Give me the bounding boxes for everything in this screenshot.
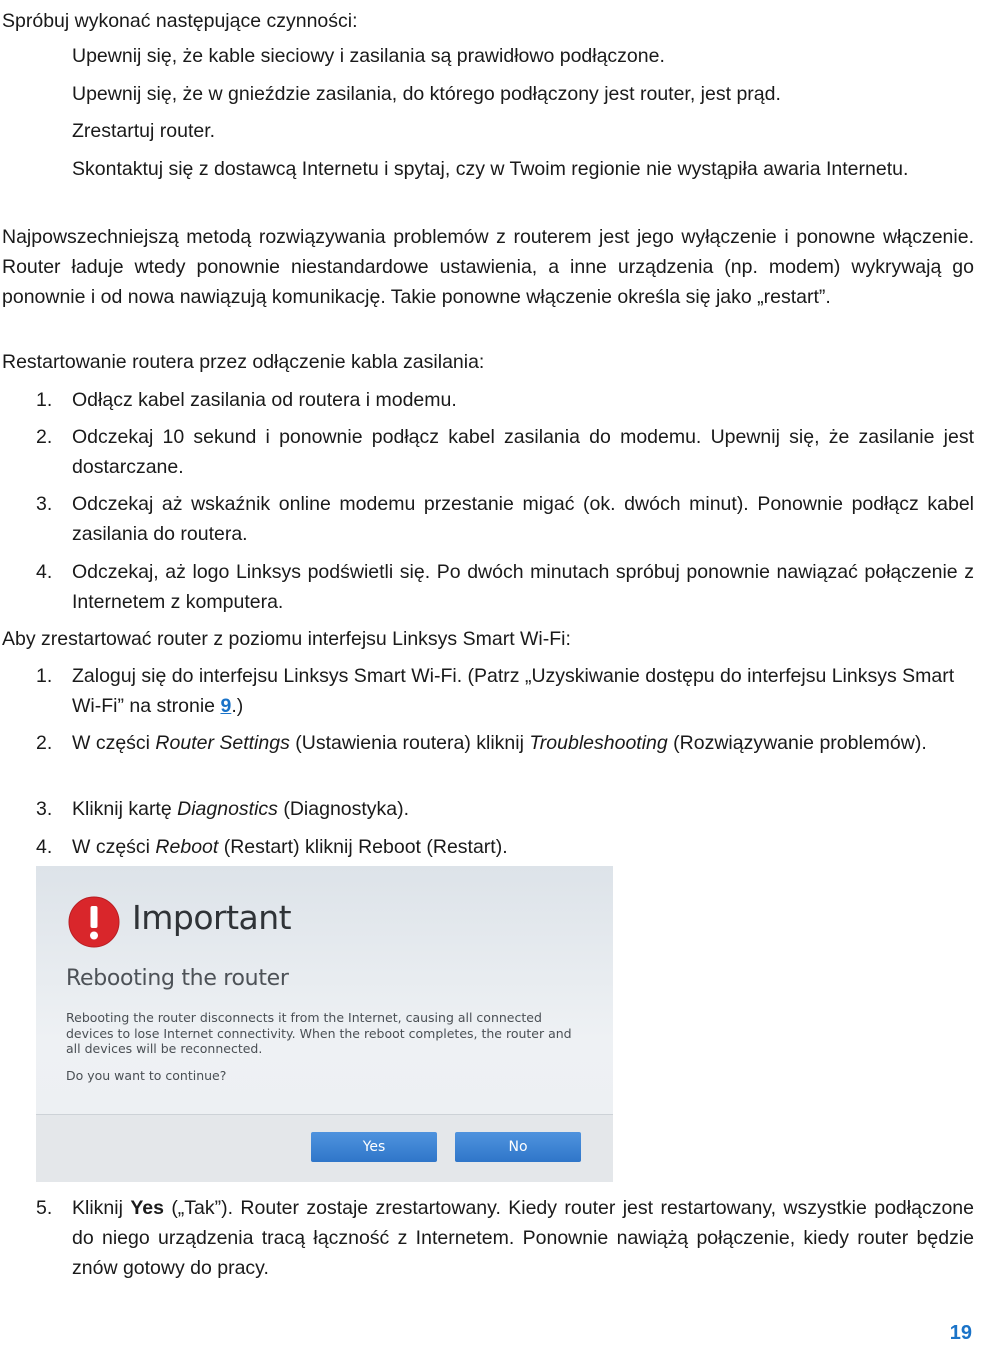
step-number: 1. bbox=[36, 665, 53, 687]
dialog-title: Important bbox=[132, 898, 292, 937]
dialog-question: Do you want to continue? bbox=[66, 1068, 227, 1083]
step-text: (Diagnostyka). bbox=[277, 798, 410, 820]
step-term: Yes bbox=[130, 1197, 164, 1219]
power-step: Odczekaj, aż logo Linksys podświetli się. Po dwóch minutach spróbuj ponownie nawiązać połączenie z Internetem z komputera. bbox=[72, 561, 974, 613]
step-text: Zaloguj się do interfejsu Linksys Smart Wi-Fi. (Patrz „Uzyskiwanie dostępu do interfejsu Linksys Smart Wi-Fi” na stronie bbox=[72, 665, 955, 717]
ui-step-2 bbox=[72, 728, 974, 758]
intro-item: Upewnij się, że kable sieciowy i zasilania są prawidłowo podłączone. bbox=[72, 45, 665, 67]
step-term: Diagnostics bbox=[177, 798, 278, 820]
intro-lead: Spróbuj wykonać następujące czynności: bbox=[2, 10, 358, 32]
ui-step-4 bbox=[72, 832, 974, 862]
ui-step-1 bbox=[72, 661, 974, 721]
power-step: Odczekaj 10 sekund i ponownie podłącz kabel zasilania do modemu. Upewnij się, że zasilanie jest dostarczane. bbox=[72, 426, 974, 478]
step-term: Troubleshooting bbox=[529, 732, 668, 754]
step-text: Kliknij bbox=[72, 1197, 131, 1219]
step-term: Router Settings bbox=[155, 732, 290, 754]
step-number: 2. bbox=[36, 732, 53, 754]
page-link[interactable]: 9 bbox=[220, 695, 232, 717]
step-number: 3. bbox=[36, 493, 53, 515]
step-text: Kliknij kartę bbox=[72, 798, 178, 820]
power-step: Odłącz kabel zasilania od routera i modemu. bbox=[72, 389, 457, 411]
no-button[interactable]: No bbox=[455, 1132, 581, 1162]
step-text: („Tak”). Router zostaje zrestartowany. Kiedy router jest restartowany, wszystkie podłączone do niego urządzenia tracą łączność z Internetem. Ponownie nawiążą połączenie, kiedy router będzie znów gotowy do pracy. bbox=[72, 1197, 974, 1279]
step-text: (Rozwiązywanie problemów). bbox=[667, 732, 927, 754]
step-text: (Restart) kliknij Reboot (Restart). bbox=[218, 836, 508, 858]
intro-item: Zrestartuj router. bbox=[72, 120, 216, 142]
restart-paragraph: Najpowszechniejszą metodą rozwiązywania problemów z routerem jest jego wyłączenie i ponowne włączenie. Router ładuje wtedy ponownie niestandardowe ustawienia, a inne urządzenia (np. modem) wykrywają go ponownie i od nowa nawiązują komunikację. Takie ponowne włączenie określa się jako „restart”. bbox=[2, 226, 974, 308]
dialog-body: Rebooting the router disconnects it from the Internet, causing all connected devices to lose Internet connectivity. When the reboot completes, the router and all devices will be reconnected. bbox=[66, 1010, 572, 1056]
exclamation-circle-icon bbox=[68, 896, 120, 948]
intro-item: Upewnij się, że w gnieździe zasilania, do którego podłączony jest router, jest prąd. bbox=[72, 83, 781, 105]
step-number: 3. bbox=[36, 798, 53, 820]
step-text: W części bbox=[72, 732, 156, 754]
step-number: 4. bbox=[36, 561, 53, 583]
reboot-dialog-screenshot bbox=[36, 866, 613, 1182]
step-text: W części bbox=[72, 836, 156, 858]
dialog-subtitle: Rebooting the router bbox=[66, 966, 289, 991]
page-number: 19 bbox=[949, 1322, 972, 1344]
step-term: Reboot bbox=[155, 836, 219, 858]
power-step: Odczekaj aż wskaźnik online modemu przestanie migać (ok. dwóch minut). Ponownie podłącz kabel zasilania do routera. bbox=[72, 493, 974, 545]
step-text: (Ustawienia routera) kliknij bbox=[289, 732, 530, 754]
ui-heading: Aby zrestartować router z poziomu interfejsu Linksys Smart Wi-Fi: bbox=[2, 628, 571, 650]
ui-step-3 bbox=[72, 794, 974, 824]
step-number: 5. bbox=[36, 1197, 53, 1219]
step-number: 2. bbox=[36, 426, 53, 448]
step-number: 4. bbox=[36, 836, 53, 858]
power-heading: Restartowanie routera przez odłączenie kabla zasilania: bbox=[2, 351, 485, 373]
ui-step-5 bbox=[72, 1193, 974, 1283]
step-text: .) bbox=[231, 695, 244, 717]
step-number: 1. bbox=[36, 389, 53, 411]
dialog-content bbox=[36, 866, 613, 1114]
yes-button[interactable]: Yes bbox=[311, 1132, 437, 1162]
intro-item: Skontaktuj się z dostawcą Internetu i spytaj, czy w Twoim regionie nie wystąpiła awaria Internetu. bbox=[72, 158, 909, 180]
